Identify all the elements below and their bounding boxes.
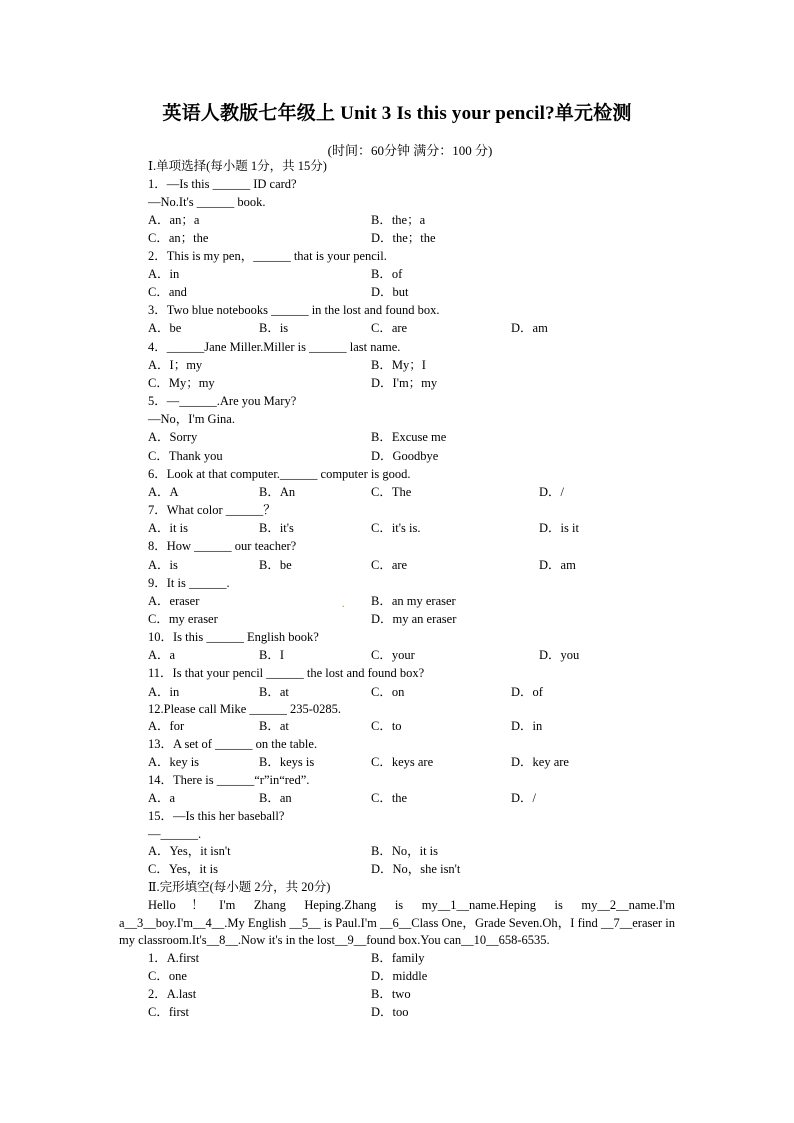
option: D．key are <box>511 755 569 769</box>
question-stem: —No.It's ______ book. <box>148 195 266 209</box>
option: B．Excuse me <box>371 430 447 444</box>
option: D．the；the <box>371 231 436 245</box>
option: B．I <box>259 648 285 662</box>
option: B．of <box>371 267 403 281</box>
option: D．I'm；my <box>371 376 438 390</box>
cloze-passage: Hello！I'm Zhang Heping.Zhang is my__1__name.Heping is my__2__name.I'm a__3__boy.I'm__4__.My English __5__ is Paul.I'm __6__Class One，Grade Seven.Oh，I find __7__eraser in my classroom.It's__8__.Now it's in the lost__9__found box.You can__10__658-6535. <box>119 898 675 947</box>
option: C．are <box>371 321 408 335</box>
option: C．My；my <box>148 376 215 390</box>
option: C．to <box>371 719 402 733</box>
option: D．/ <box>539 485 565 499</box>
question-stem: —______. <box>148 827 202 841</box>
option: D．/ <box>511 791 537 805</box>
option: C．The <box>371 485 412 499</box>
option: D．am <box>539 558 576 572</box>
option: C．first <box>148 1005 189 1019</box>
option: C．Thank you <box>148 449 223 463</box>
question-stem: 12.Please call Mike ______ 235-0285. <box>148 702 342 716</box>
option: C．are <box>371 558 408 572</box>
option: B．at <box>259 719 289 733</box>
option: C．Yes，it is <box>148 862 218 876</box>
option: D．is it <box>539 521 579 535</box>
option: D．in <box>511 719 543 733</box>
option: D．middle <box>371 969 428 983</box>
question-stem: 15．—Is this her baseball? <box>148 809 285 823</box>
option: A．key is <box>148 755 200 769</box>
option: A．Yes，it isn't <box>148 844 231 858</box>
option: A．a <box>148 791 176 805</box>
option: D．but <box>371 285 409 299</box>
section-heading: Ⅱ.完形填空(每小题 2分，共 20分) <box>148 880 331 894</box>
question-stem: 6．Look at that computer.______ computer is good. <box>148 467 411 481</box>
option: B．keys is <box>259 755 315 769</box>
exam-subtitle: (时间：60分钟 满分：100 分) <box>327 143 493 158</box>
option: D．my an eraser <box>371 612 457 626</box>
option: D．No，she isn't <box>371 862 461 876</box>
option: B．at <box>259 685 289 699</box>
option: A．A <box>148 485 179 499</box>
option: B．the；a <box>371 213 426 227</box>
question-stem: 3．Two blue notebooks ______ in the lost and found box. <box>148 303 440 317</box>
option: C．an；the <box>148 231 209 245</box>
option: 2．A.last <box>148 987 197 1001</box>
option: D．am <box>511 321 548 335</box>
question-stem: —No，I'm Gina. <box>148 412 235 426</box>
option: B．An <box>259 485 296 499</box>
question-stem: 9．It is ______. <box>148 576 230 590</box>
option: D．too <box>371 1005 409 1019</box>
option: B．No，it is <box>371 844 439 858</box>
option: B．an <box>259 791 292 805</box>
option: A．I；my <box>148 358 203 372</box>
option: B．an my eraser <box>371 594 456 608</box>
option: A．an；a <box>148 213 200 227</box>
option: C．keys are <box>371 755 434 769</box>
question-stem: 13．A set of ______ on the table. <box>148 737 318 751</box>
option: B．two <box>371 987 411 1001</box>
stray-dot: . <box>342 599 345 610</box>
section-heading: Ⅰ.单项选择(每小题 1分，共 15分) <box>148 159 327 173</box>
question-stem: 10．Is this ______ English book? <box>148 630 319 644</box>
option: C．and <box>148 285 187 299</box>
question-stem: 5．—______.Are you Mary? <box>148 394 297 408</box>
option: A．for <box>148 719 185 733</box>
option: B．My；I <box>371 358 426 372</box>
option: D．you <box>539 648 580 662</box>
option: C．the <box>371 791 408 805</box>
option: A．Sorry <box>148 430 198 444</box>
question-stem: 1．—Is this ______ ID card? <box>148 177 297 191</box>
option: B．is <box>259 321 289 335</box>
option: A．in <box>148 685 180 699</box>
option: 1．A.first <box>148 951 200 965</box>
option: B．be <box>259 558 292 572</box>
option: B．family <box>371 951 425 965</box>
option: C．your <box>371 648 415 662</box>
question-stem: 7．What color ______？ <box>148 503 276 517</box>
option: A．it is <box>148 521 188 535</box>
question-stem: 14．There is ______“r”in“red”. <box>148 773 310 787</box>
option: D．Goodbye <box>371 449 439 463</box>
page-title: 英语人教版七年级上 Unit 3 Is this your pencil?单元检测 <box>162 103 632 124</box>
option: C．on <box>371 685 405 699</box>
option: A．in <box>148 267 180 281</box>
option: A．be <box>148 321 182 335</box>
option: C．my eraser <box>148 612 218 626</box>
option: C．it's is. <box>371 521 421 535</box>
option: A．eraser <box>148 594 200 608</box>
question-stem: 8．How ______ our teacher? <box>148 539 297 553</box>
option: A．is <box>148 558 178 572</box>
question-stem: 2．This is my pen，______ that is your pencil. <box>148 249 387 263</box>
question-stem: 4．______Jane Miller.Miller is ______ last name. <box>148 340 401 354</box>
question-stem: 11．Is that your pencil ______ the lost and found box? <box>148 666 425 680</box>
option: B．it's <box>259 521 294 535</box>
option: A．a <box>148 648 176 662</box>
option: D．of <box>511 685 543 699</box>
option: C．one <box>148 969 187 983</box>
